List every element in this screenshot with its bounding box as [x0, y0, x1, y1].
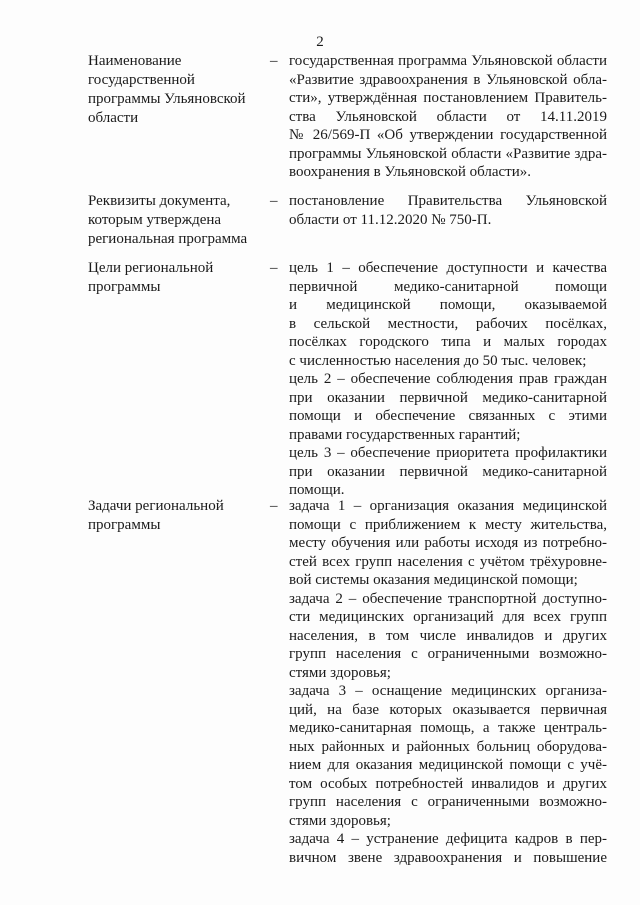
text-line: сти медицинских организаций для всех групп — [289, 609, 607, 625]
text-line: задача 3 – оснащение медицинских организа- — [289, 683, 607, 699]
text-line: государственная программа Ульяновской области — [289, 53, 607, 69]
text-line: помощи и обеспечение связанных с этими — [289, 408, 607, 424]
text-line: правами государственных гарантий; — [289, 426, 521, 443]
program-name-text — [289, 52, 607, 182]
text-line: при оказании первичной медико-санитарной — [289, 389, 607, 406]
row-dash: – — [270, 498, 278, 514]
text-line: в сельской местности, рабочих посёлках, — [289, 315, 607, 332]
text-line: помощи с приближением к месту жительства, — [289, 516, 607, 533]
text-line: вичном звене здравоохранения и повышение — [289, 849, 607, 866]
row-dash: – — [270, 193, 278, 209]
tasks-label: Задачи региональной программы — [88, 498, 224, 533]
text-line: постановление Правительства Ульяновской — [289, 193, 607, 209]
text-line: цель 1 – обеспечение доступности и качества — [289, 260, 607, 276]
text-line: задача 2 – обеспечение транспортной доступно- — [289, 590, 607, 607]
text-line: цель 3 – обеспечение приоритета профилактики — [289, 445, 607, 461]
text-line: ства Ульяновской области от 14.11.2019 — [289, 108, 607, 125]
text-line: стями здоровья; — [289, 812, 391, 829]
row-dash: – — [270, 260, 278, 276]
program-name-label: Наименование государственной программы Ульяновской области — [88, 53, 246, 126]
text-line: при оказании первичной медико-санитарной — [289, 463, 607, 480]
text-line: ций, на базе которых оказывается первичная — [289, 701, 607, 718]
text-line: населения, в том числе инвалидов и других — [289, 627, 607, 644]
text-line: медико-санитарная помощь, а также централь- — [289, 720, 607, 736]
page-number: 2 — [316, 34, 324, 50]
text-line: ных районных и районных больниц оборудова- — [289, 738, 607, 755]
document-details-text — [289, 192, 607, 229]
text-line: помощи. — [289, 482, 345, 498]
text-line: посёлках городского типа и малых городах — [289, 334, 607, 350]
goals-text — [289, 259, 607, 500]
row-dash: – — [270, 53, 278, 69]
text-line: групп населения с ограниченными возможно- — [289, 794, 607, 810]
text-line: нием для оказания медицинской помощи с учё- — [289, 757, 607, 773]
goals-label: Цели региональной программы — [88, 260, 214, 295]
text-line: программы Ульяновской области «Развитие здра- — [289, 145, 607, 162]
text-line: и медицинской помощи, оказываемой — [289, 297, 607, 313]
text-line: сти», утверждённая постановлением Правитель- — [289, 90, 607, 106]
text-line: том особых потребностей инвалидов и других — [289, 775, 607, 792]
text-line: с численностью населения до 50 тыс. человек; — [289, 352, 587, 369]
text-line: задача 4 – устранение дефицита кадров в пер- — [289, 831, 607, 847]
text-line: вой системы оказания медицинской помощи; — [289, 572, 578, 588]
text-line: групп населения с ограниченными возможно- — [289, 646, 607, 662]
text-line: № 26/569-П «Об утверждении государственной — [289, 127, 607, 143]
tasks-text — [289, 497, 607, 867]
text-line: стей всех групп населения с учётом трёхуровне- — [289, 553, 607, 570]
text-line: «Развитие здравоохранения в Ульяновской обла- — [289, 71, 607, 88]
document-details-label: Реквизиты документа, которым утверждена региональная программа — [88, 193, 248, 247]
text-line: задача 1 – организация оказания медицинской — [289, 498, 607, 514]
text-line: цель 2 – обеспечение соблюдения прав граждан — [289, 371, 607, 387]
text-line: воохранения в Ульяновской области». — [289, 164, 532, 180]
text-line: области от 11.12.2020 № 750-П. — [289, 211, 492, 228]
text-line: первичной медико-санитарной помощи — [289, 278, 607, 295]
text-line: месту обучения или работы исходя из потребно- — [289, 535, 607, 551]
text-line: стями здоровья; — [289, 664, 391, 681]
